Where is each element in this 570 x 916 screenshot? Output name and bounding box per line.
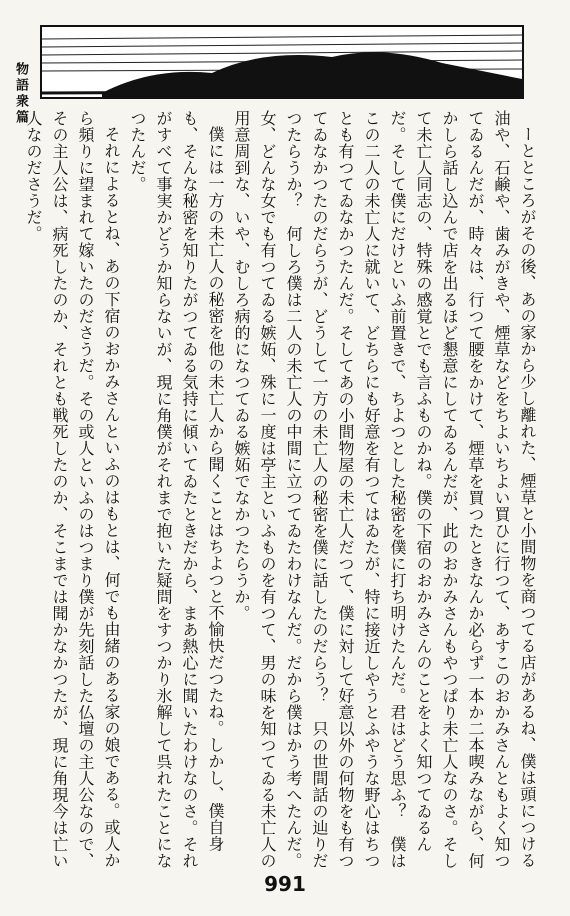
paragraph-3: それによるとね、あの下宿のおかみさんといふのはもとは、何でも由緒のある家の娘である。或人から頻りに望まれて嫁いたのださうだ。その或人といふのはつまり僕が先刻話した仏壇の主人公なので、その主人公は、病死したのか、それとも戦死したのか、そこまでは聞かなかつたが、現に角現今は亡い人なのださうだ。 (24, 110, 121, 869)
page-number: 991 (264, 872, 306, 896)
paragraph-1: ーとところがその後、あの家から少し離れた、煙草と小間物を商つてる店があるね、僕は頭につける油や、石鹸や、歯みがきや、煙草などをちよいちよい買ひに行つて、あすこのおかみさんともよく知つてゐるんだが、時々は、行つて腰をかけて、煙草を買つたときなんか必らず一本か二本喫みながら、何かしら話し込んで店を出るほど懇意にしてゐるんだが、此のおかみさんもやつぱり未亡人なのさ。そして未亡人同志の、特殊の感覚とでも言ふものかね。僕の下宿のおかみさんのことをよく知つてゐるんだ。そして僕にだけといふ前置きで、ちよつとした秘密を僕に打ち明けたんだ。君はどう思ふ？ 僕はこの二人の未亡人に就いて、どちらにも好意を有つてはゐたが、特に接近しやうとふやうな野心はちつとも有つてゐなかつたんだ。そしてあの小間物屋の未亡人だつて、僕に対して好意以外の何物をも有つてゐなかつたのだらうが、どうして一方の未亡人の秘密を僕に話したのだらう？ 只の世間話の辿りだつたらうか？ 何しろ僕は二人の未亡人の中間に立つてゐたわけなんだ。だから僕はかう考へたんだ。女、どんな女でも有つてゐる嫉妬、殊に一度は亭主といふものを有つて、男の味を知つてゐる未亡人の用意周到な、いや、むしろ病的になつてゐる嫉妬でなかつたらうか。 (232, 110, 537, 869)
header-landscape-illustration (40, 25, 524, 99)
paragraph-2: 僕には一方の未亡人の秘密を他の未亡人から聞くことはちよつと不愉快だつたね。しかし、僕自身も、そんな秘密を知りたがつてゐる気持に傾いてゐたときだから、まあ熱心に聞いたわけなのさ。それがすべて事実かどうか知らないが、現に角僕がそれまで抱いた疑問をすつかり氷解して呉れたことになつたんだ。 (128, 110, 225, 869)
body-text (24, 110, 540, 870)
series-title: 物語衆篇 (13, 62, 28, 126)
